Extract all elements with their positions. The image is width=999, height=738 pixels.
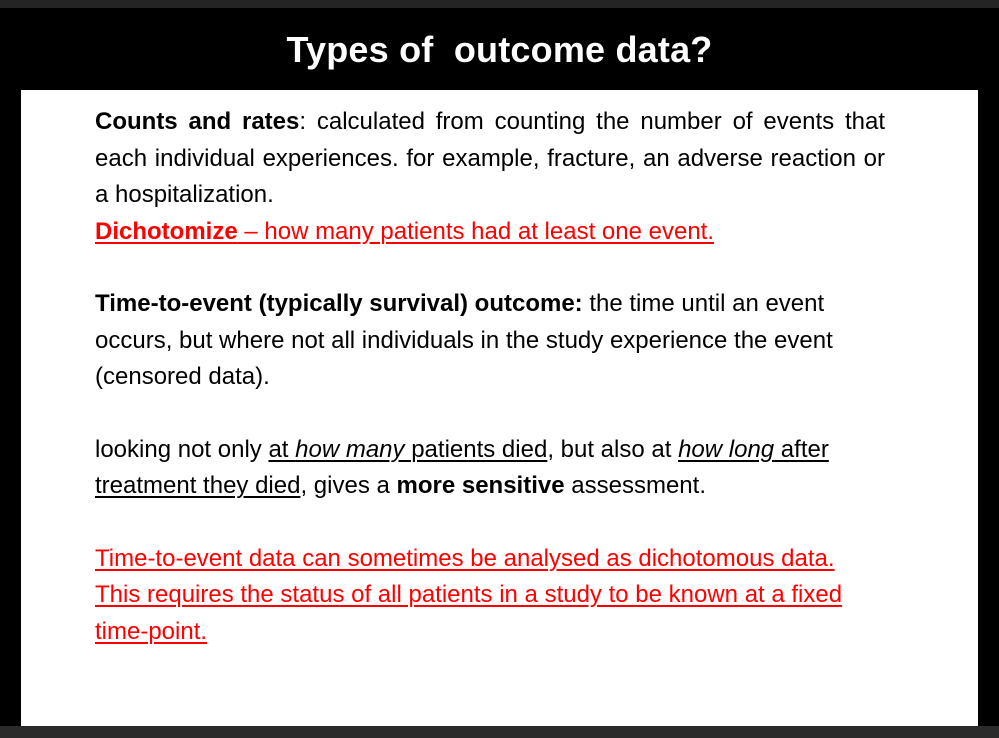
dichotomize-rest: – how many patients had at least one event.	[237, 217, 714, 245]
underlined-patients-died: patients died	[404, 435, 548, 463]
underlined-how-many	[268, 436, 547, 463]
paragraph-gap	[95, 396, 885, 432]
sensitivity-part4: assessment.	[564, 472, 706, 499]
sensitivity-part2: , but also at	[547, 435, 679, 463]
sensitivity-paragraph	[95, 432, 885, 505]
dichotomous-note: Time-to-event data can sometimes be analysed as dichotomous data. This requires the status of all patients in a study to be known at a fixed time-point.	[95, 544, 843, 645]
time-to-event-paragraph	[95, 286, 885, 396]
counts-paragraph	[95, 104, 885, 214]
slide	[0, 8, 999, 726]
sensitivity-part1: looking not only	[95, 435, 269, 463]
underlined-at: at	[268, 435, 296, 463]
dichotomize-line	[95, 214, 885, 251]
time-to-event-term: Time-to-event (typically survival) outcome:	[95, 290, 583, 317]
slide-title: Types of outcome data?	[286, 29, 713, 70]
time-to-event-body: the time until an event occurs, but where not all individuals in the study experience the event (censored data).	[95, 290, 833, 390]
sensitivity-part3: , gives a	[300, 472, 397, 499]
counts-term: Counts and rates	[95, 108, 300, 135]
top-window-strip	[0, 0, 999, 8]
dichotomize-term: Dichotomize	[95, 217, 238, 245]
paragraph-gap	[95, 250, 885, 286]
bottom-window-strip	[0, 726, 999, 738]
underlined-after-treatment: after treatment they died	[95, 435, 829, 499]
emphasis-how-many: how many	[295, 435, 405, 463]
slide-body	[95, 104, 885, 650]
emphasis-how-long: how long	[678, 435, 775, 463]
more-sensitive-bold: more sensitive	[396, 472, 565, 499]
counts-body: calculated from counting the number of events that each individual experiences. for example, fracture, an adverse reaction or a hospitalization.	[95, 108, 885, 208]
paragraph-gap	[95, 505, 885, 541]
content-box	[21, 90, 978, 726]
counts-colon: :	[299, 108, 307, 135]
